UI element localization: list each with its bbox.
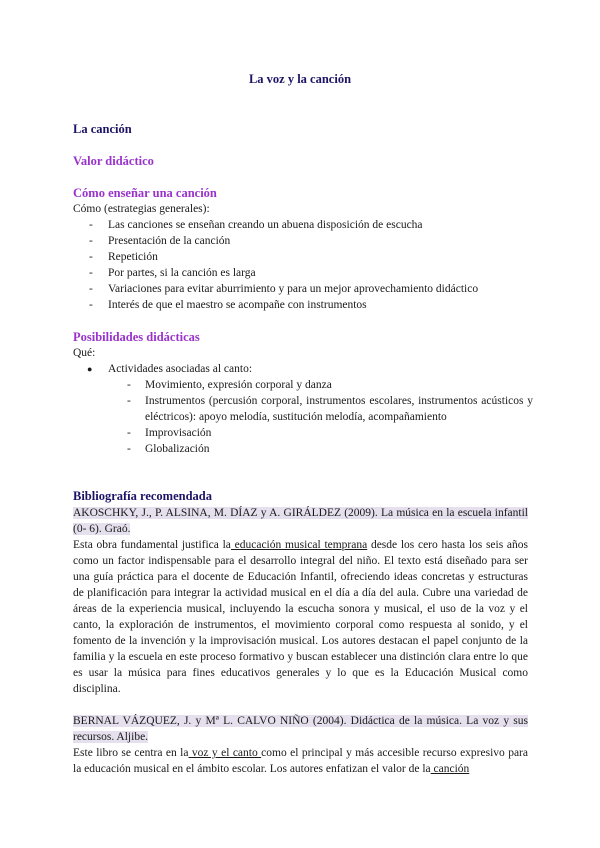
como-intro: Cómo (estrategias generales): xyxy=(73,203,210,215)
list-item: - Las canciones se enseñan creando un abuena disposición de escucha xyxy=(73,217,533,233)
paragraph-1-start: Esta obra fundamental justifica la xyxy=(73,539,231,551)
heading-bibliografia: Bibliografía recomendada xyxy=(73,489,213,503)
heading-como-ensenar: Cómo enseñar una canción xyxy=(73,186,217,200)
paragraph-2-rest: como el principal y más accesible recurso expresivo para la educación musical en el ámbito escolar. Los autores enfatizan el valor de la xyxy=(73,747,528,775)
list-item: - Improvisación xyxy=(73,425,533,441)
reference-2 xyxy=(73,713,528,745)
heading-la-cancion: La canción xyxy=(73,122,132,136)
list-item: - Instrumentos (percusión corporal, instrumentos escolares, instrumentos acústicos y eléctricos): apoyo melodía, sustitución melodía, acompañamiento xyxy=(73,393,533,425)
list-item: - Globalización xyxy=(73,441,533,457)
que-intro: Qué: xyxy=(73,347,96,359)
reference-1 xyxy=(73,505,528,537)
heading-posibilidades: Posibilidades didácticas xyxy=(73,330,200,344)
paragraph-2 xyxy=(73,745,528,777)
document-title: La voz y la canción xyxy=(248,72,352,86)
link-cancion[interactable]: canción xyxy=(430,763,470,775)
list-item: - Variaciones para evitar aburrimiento y para un mejor aprovechamiento didáctico xyxy=(73,281,533,297)
reference-2-text: BERNAL VÁZQUEZ, J. y Mª L. CALVO NIÑO (2004). Didáctica de la música. La voz y sus recursos. Aljibe. xyxy=(73,715,528,743)
list-item: - Interés de que el maestro se acompañe con instrumentos xyxy=(73,297,533,313)
list-item: - Por partes, si la canción es larga xyxy=(73,265,533,281)
link-educacion-musical-temprana[interactable]: educación musical temprana xyxy=(230,539,368,551)
list-item: - Presentación de la canción xyxy=(73,233,533,249)
paragraph-1 xyxy=(73,537,528,697)
que-bullet: ● Actividades asociadas al canto: xyxy=(73,361,533,377)
reference-1-text: AKOSCHKY, J., P. ALSINA, M. DÍAZ y A. GIRÁLDEZ (2009). La música en la escuela infantil (0- 6). Graó. xyxy=(73,507,528,535)
como-list xyxy=(73,217,533,313)
paragraph-1-rest: desde los cero hasta los seis años como un factor indispensable para el desarrollo integral del niño. El texto está diseñado para ser una guía práctica para el docente de Educación Infantil, ofreciendo ideas concretas y estructuras de planificación para integrar la actividad musical en el día a día del aula. Cubre una variedad de áreas de la experiencia musical, incluyendo la escucha sonora y musical, el uso de la voz y el canto, la exploración de instrumentos, el movimiento corporal como respuesta al sonido, y el fomento de la invención y la improvisación musical. Los autores destacan el papel conjunto de la familia y la escuela en este proceso formativo y buscan establecer una distinción clara entre lo que es usar la música para fines educativos generales y lo que es la Educación Musical como disciplina. xyxy=(73,539,528,695)
paragraph-2-start: Este libro se centra en la xyxy=(73,747,189,759)
que-sub-list xyxy=(73,377,533,457)
link-voz-y-canto[interactable]: voz y el canto xyxy=(188,747,262,759)
que-bullet-block xyxy=(73,361,533,457)
list-item: - Repetición xyxy=(73,249,533,265)
heading-valor-didactico: Valor didáctico xyxy=(73,154,154,168)
list-item: - Movimiento, expresión corporal y danza xyxy=(73,377,533,393)
